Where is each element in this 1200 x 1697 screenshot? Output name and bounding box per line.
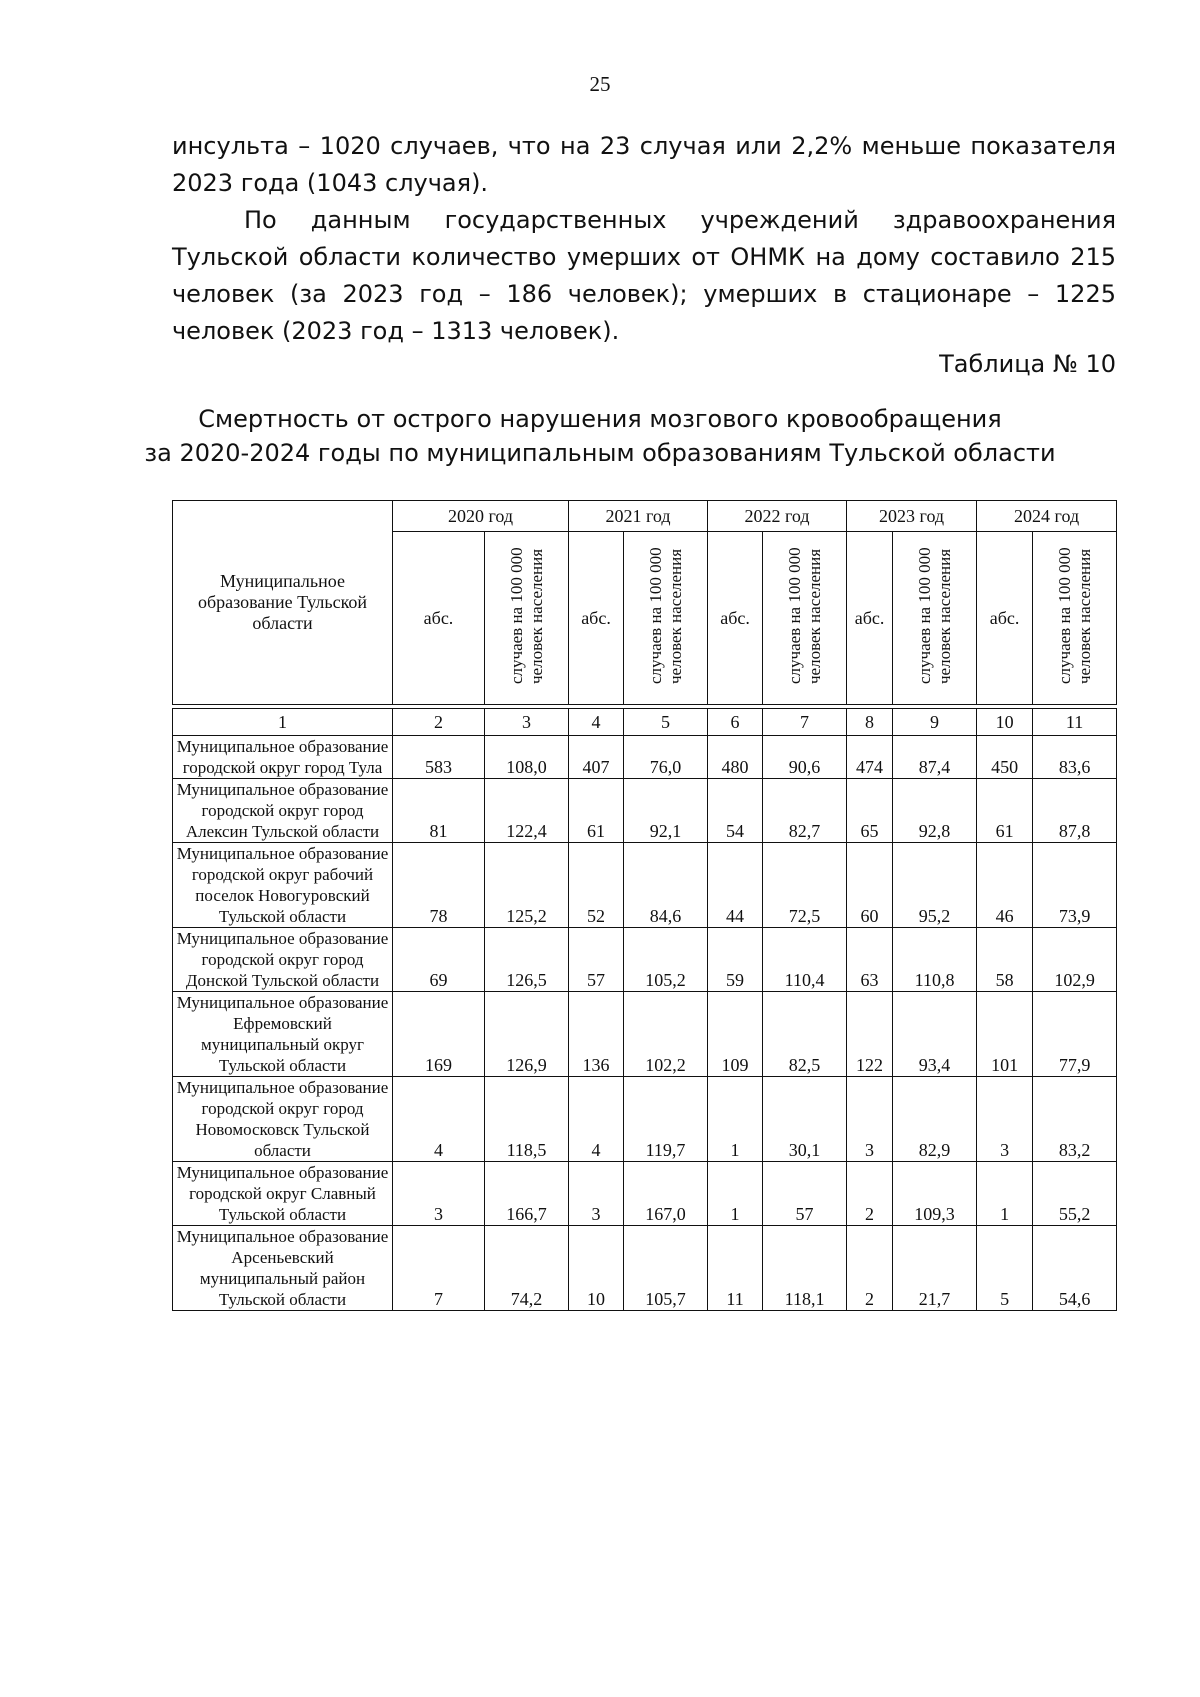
rate-header	[763, 532, 847, 705]
table-label: Таблица № 10	[939, 350, 1116, 378]
rate-value: 55,2	[1033, 1162, 1117, 1226]
column-number: 8	[847, 709, 893, 736]
column-number: 10	[977, 709, 1033, 736]
table-caption	[0, 402, 1200, 470]
abs-value: 61	[569, 779, 624, 843]
abs-header: абс.	[708, 532, 763, 705]
rate-value: 105,7	[624, 1226, 708, 1311]
column-number: 3	[485, 709, 569, 736]
rate-value: 92,8	[893, 779, 977, 843]
column-number: 4	[569, 709, 624, 736]
abs-value: 59	[708, 928, 763, 992]
mortality-table	[172, 500, 1117, 1311]
column-number: 11	[1033, 709, 1117, 736]
abs-value: 58	[977, 928, 1033, 992]
abs-value: 7	[393, 1226, 485, 1311]
abs-value: 3	[569, 1162, 624, 1226]
rate-value: 83,6	[1033, 736, 1117, 779]
table-row	[173, 1077, 1117, 1162]
rate-value: 105,2	[624, 928, 708, 992]
rate-value: 54,6	[1033, 1226, 1117, 1311]
rate-value: 82,9	[893, 1077, 977, 1162]
abs-value: 583	[393, 736, 485, 779]
abs-value: 61	[977, 779, 1033, 843]
abs-value: 122	[847, 992, 893, 1077]
abs-value: 2	[847, 1162, 893, 1226]
rate-value: 122,4	[485, 779, 569, 843]
municipality-name: Муниципальное образование Арсеньевский муниципальный район Тульской области	[173, 1226, 393, 1311]
rate-value: 126,9	[485, 992, 569, 1077]
municipality-name: Муниципальное образование городской округ город Тула	[173, 736, 393, 779]
column-number: 7	[763, 709, 847, 736]
municipality-name: Муниципальное образование городской округ город Донской Тульской области	[173, 928, 393, 992]
rate-header	[893, 532, 977, 705]
rate-value: 125,2	[485, 843, 569, 928]
table-row	[173, 992, 1117, 1077]
abs-header: абс.	[569, 532, 624, 705]
rate-value: 102,2	[624, 992, 708, 1077]
rate-value: 77,9	[1033, 992, 1117, 1077]
column-number: 2	[393, 709, 485, 736]
table-row	[173, 736, 1117, 779]
rate-value: 87,8	[1033, 779, 1117, 843]
column-number: 5	[624, 709, 708, 736]
rate-header	[1033, 532, 1117, 705]
paragraph-2: По данным государственных учреждений здравоохранения Тульской области количество умерших от ОНМК на дому составило 215 человек (за 2023 год – 186 человек); умерших в стационаре – 1225 человек (2023 год – 1313 человек).	[172, 206, 1116, 345]
rate-value: 118,1	[763, 1226, 847, 1311]
table-row	[173, 843, 1117, 928]
rate-header	[485, 532, 569, 705]
municipality-name: Муниципальное образование городской округ город Новомосковск Тульской области	[173, 1077, 393, 1162]
muni-header: Муниципальное образование Тульской области	[173, 501, 393, 705]
abs-value: 3	[847, 1077, 893, 1162]
rate-value: 72,5	[763, 843, 847, 928]
year-header: 2021 год	[569, 501, 708, 532]
rate-value: 126,5	[485, 928, 569, 992]
table-row	[173, 1162, 1117, 1226]
abs-header: абс.	[977, 532, 1033, 705]
year-header-row	[173, 501, 1117, 532]
rate-value: 167,0	[624, 1162, 708, 1226]
rate-value: 57	[763, 1162, 847, 1226]
rate-value: 108,0	[485, 736, 569, 779]
abs-value: 101	[977, 992, 1033, 1077]
rate-header-text: случаев на 100 000 человек населения	[645, 547, 685, 684]
page-number: 25	[589, 72, 611, 96]
table-caption-line-1: Смертность от острого нарушения мозгового кровообращения	[198, 405, 1002, 433]
abs-value: 169	[393, 992, 485, 1077]
abs-value: 450	[977, 736, 1033, 779]
rate-header	[624, 532, 708, 705]
body-text	[172, 128, 1116, 350]
rate-value: 21,7	[893, 1226, 977, 1311]
municipality-name: Муниципальное образование городской округ Славный Тульской области	[173, 1162, 393, 1226]
abs-value: 136	[569, 992, 624, 1077]
abs-value: 5	[977, 1226, 1033, 1311]
abs-value: 78	[393, 843, 485, 928]
rate-value: 30,1	[763, 1077, 847, 1162]
rate-value: 166,7	[485, 1162, 569, 1226]
rate-value: 109,3	[893, 1162, 977, 1226]
abs-value: 81	[393, 779, 485, 843]
table-body	[173, 705, 1117, 1311]
abs-value: 54	[708, 779, 763, 843]
rate-value: 110,4	[763, 928, 847, 992]
column-number-row	[173, 709, 1117, 736]
rate-value: 92,1	[624, 779, 708, 843]
rate-value: 82,7	[763, 779, 847, 843]
abs-header: абс.	[847, 532, 893, 705]
abs-value: 46	[977, 843, 1033, 928]
table-caption-line-2: за 2020-2024 годы по муниципальным образованиям Тульской области	[144, 439, 1056, 467]
rate-header-text: случаев на 100 000 человек населения	[1054, 547, 1094, 684]
year-header: 2024 год	[977, 501, 1117, 532]
year-header: 2022 год	[708, 501, 847, 532]
column-number: 1	[173, 709, 393, 736]
rate-header-text: случаев на 100 000 человек населения	[914, 547, 954, 684]
rate-value: 87,4	[893, 736, 977, 779]
table-row	[173, 1226, 1117, 1311]
rate-header-text: случаев на 100 000 человек населения	[784, 547, 824, 684]
paragraph-1: инсульта – 1020 случаев, что на 23 случая или 2,2% меньше показателя 2023 года (1043 случая).	[172, 132, 1116, 197]
abs-value: 11	[708, 1226, 763, 1311]
abs-value: 4	[569, 1077, 624, 1162]
abs-header: абс.	[393, 532, 485, 705]
column-number: 6	[708, 709, 763, 736]
rate-value: 118,5	[485, 1077, 569, 1162]
rate-value: 83,2	[1033, 1077, 1117, 1162]
abs-value: 57	[569, 928, 624, 992]
column-number: 9	[893, 709, 977, 736]
abs-value: 3	[393, 1162, 485, 1226]
rate-value: 102,9	[1033, 928, 1117, 992]
rate-value: 82,5	[763, 992, 847, 1077]
abs-value: 1	[708, 1162, 763, 1226]
abs-value: 1	[977, 1162, 1033, 1226]
abs-value: 474	[847, 736, 893, 779]
abs-value: 2	[847, 1226, 893, 1311]
abs-value: 1	[708, 1077, 763, 1162]
year-header: 2023 год	[847, 501, 977, 532]
rate-value: 84,6	[624, 843, 708, 928]
abs-value: 44	[708, 843, 763, 928]
municipality-name: Муниципальное образование Ефремовский муниципальный округ Тульской области	[173, 992, 393, 1077]
abs-value: 407	[569, 736, 624, 779]
table-row	[173, 779, 1117, 843]
abs-value: 65	[847, 779, 893, 843]
abs-value: 52	[569, 843, 624, 928]
rate-value: 90,6	[763, 736, 847, 779]
rate-value: 74,2	[485, 1226, 569, 1311]
abs-value: 109	[708, 992, 763, 1077]
rate-value: 95,2	[893, 843, 977, 928]
abs-value: 3	[977, 1077, 1033, 1162]
year-header: 2020 год	[393, 501, 569, 532]
abs-value: 4	[393, 1077, 485, 1162]
rate-value: 73,9	[1033, 843, 1117, 928]
municipality-name: Муниципальное образование городской округ город Алексин Тульской области	[173, 779, 393, 843]
rate-value: 93,4	[893, 992, 977, 1077]
abs-value: 63	[847, 928, 893, 992]
rate-value: 119,7	[624, 1077, 708, 1162]
abs-value: 60	[847, 843, 893, 928]
abs-value: 10	[569, 1226, 624, 1311]
municipality-name: Муниципальное образование городской округ рабочий поселок Новогуровский Тульской области	[173, 843, 393, 928]
table-row	[173, 928, 1117, 992]
rate-value: 110,8	[893, 928, 977, 992]
rate-value: 76,0	[624, 736, 708, 779]
abs-value: 69	[393, 928, 485, 992]
abs-value: 480	[708, 736, 763, 779]
rate-header-text: случаев на 100 000 человек населения	[506, 547, 546, 684]
